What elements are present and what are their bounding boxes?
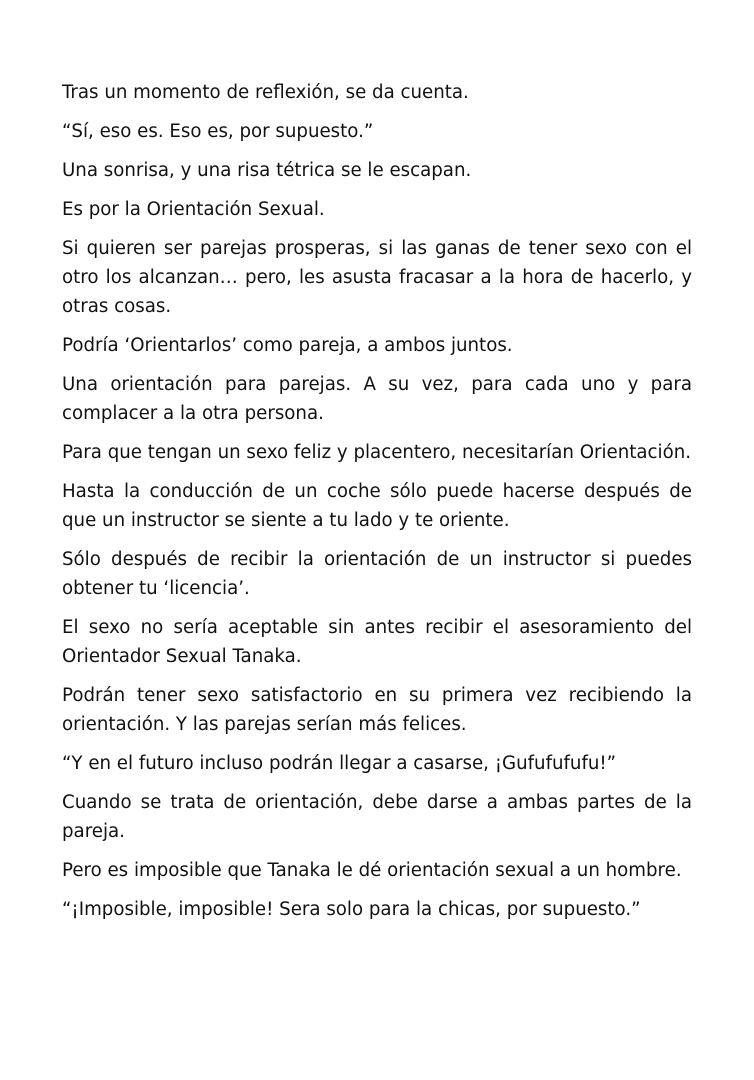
paragraph: Podrán tener sexo satisfactorio en su primera vez recibiendo la orientación. Y las parejas serían más felices.: [62, 685, 692, 735]
paragraph: Si quieren ser parejas prosperas, si las ganas de tener sexo con el otro los alcanzan… pero, les asusta fracasar a la hora de hacerlo, y otras cosas.: [62, 238, 692, 317]
paragraph: “Y en el futuro incluso podrán llegar a casarse, ¡Gufufufufu!”: [62, 753, 617, 774]
paragraph: Una sonrisa, y una risa tétrica se le escapan.: [62, 160, 472, 181]
paragraph: “¡Imposible, imposible! Sera solo para la chicas, por supuesto.”: [62, 899, 641, 920]
paragraph: Sólo después de recibir la orientación de un instructor si puedes obtener tu ‘licencia’.: [62, 549, 692, 599]
paragraph: Pero es imposible que Tanaka le dé orientación sexual a un hombre.: [62, 860, 682, 881]
paragraph: El sexo no sería aceptable sin antes recibir el asesoramiento del Orientador Sexual Tanaka.: [62, 617, 692, 667]
paragraph: Una orientación para parejas. A su vez, para cada uno y para complacer a la otra persona.: [62, 374, 692, 424]
paragraph: Es por la Orientación Sexual.: [62, 199, 325, 220]
paragraph: Podría ‘Orientarlos’ como pareja, a ambos juntos.: [62, 335, 513, 356]
paragraph: Para que tengan un sexo feliz y placentero, necesitarían Orientación.: [62, 442, 692, 463]
document-page: [62, 78, 692, 934]
paragraph: Hasta la conducción de un coche sólo puede hacerse después de que un instructor se siente a tu lado y te oriente.: [62, 481, 692, 531]
paragraph: “Sí, eso es. Eso es, por supuesto.”: [62, 121, 374, 142]
paragraph: Tras un momento de reflexión, se da cuenta.: [62, 82, 469, 103]
paragraph: Cuando se trata de orientación, debe darse a ambas partes de la pareja.: [62, 792, 692, 842]
